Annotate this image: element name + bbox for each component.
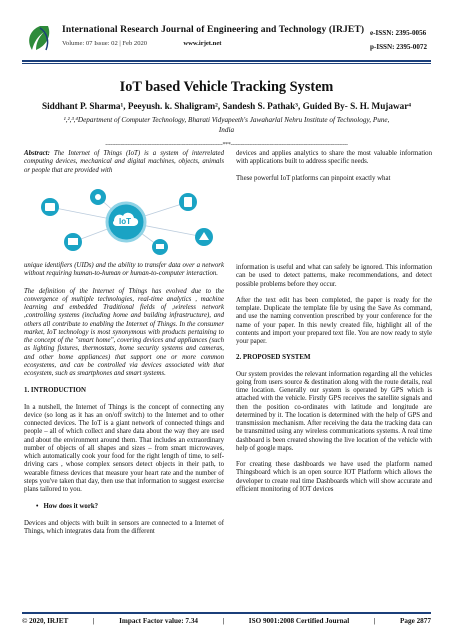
- right-para-4: After the text edit has been completed, the paper is ready for the template. Duplicate the template file by using the Save As command, and use the naming convention prescribed by your conference for the name of your paper. In this newly created file, highlight all of the contents and import your prepared text file. You are now ready to style your paper.: [236, 296, 432, 345]
- right-para-1: devices and applies analytics to share the most valuable information with applications built to address specific needs.: [236, 150, 432, 166]
- abstract-para: [24, 150, 224, 175]
- intro-heading: 1. INTRODUCTION: [24, 387, 87, 395]
- left-column-top: [24, 150, 224, 175]
- p-issn: p-ISSN: 2395-0072: [370, 43, 427, 51]
- right-para-3: information is useful and what can safely be ignored. This information can be used to detect patterns, make recommendations, and detect possible problems before they occur.: [236, 264, 432, 288]
- paper-affiliation: ¹,²,³,⁴Department of Computer Technology, Bharati Vidyapeeth's Jawaharlal Nehru Institute of Technology, Pune, India: [63, 116, 390, 134]
- volume-text: Volume: 07 Issue: 02 | Feb 2020: [62, 40, 148, 47]
- header-rule: [22, 60, 431, 62]
- paper-authors: Siddhant P. Sharma¹, Peeyush. k. Shaligram², Sandesh S. Pathak³, Guided By- S. H. Mujawar⁴: [41, 101, 412, 111]
- footer-divider: |: [373, 617, 376, 625]
- footer-divider: |: [92, 617, 95, 625]
- irjet-logo: [22, 22, 58, 54]
- paper-title: IoT based Vehicle Tracking System: [119, 79, 334, 95]
- footer-rule: [22, 612, 431, 614]
- right-para-6: For creating these dashboards we have used the platform named Thingsboard which is an open source IOT Platform which allows the developer to create real time Dashboards which will show accurate and efficient monitoring of IOT devices: [236, 461, 432, 493]
- journal-volume: [62, 40, 221, 47]
- bullet-text: How does it work?: [43, 503, 99, 511]
- footer-page: Page 2877: [400, 617, 431, 625]
- header-rule-thin: [22, 63, 431, 64]
- abstract-label: Abstract:: [24, 150, 50, 157]
- iot-illustration: [28, 187, 224, 257]
- footer-copyright: © 2020, IRJET: [22, 617, 69, 625]
- right-column-top: [236, 150, 432, 183]
- footer-impact: Impact Factor value: 7.34: [119, 617, 199, 625]
- journal-website: www.irjet.net: [183, 40, 222, 47]
- right-column-body: [236, 264, 432, 494]
- intro-text: In a nutshell, the Internet of Things is the concept of connecting any device (so long as it has an on/off switch) to the Internet and to other connected devices. The IoT is a giant network of connected things and people – all of which collect and share data about the way they are used and about the environment around them. That includes an extraordinary number of objects of all shapes and sizes – from smart microwaves, which automatically cook your food for the right length of time, to self-driving cars , whose complex sensors detect objects in their path, to wearable fitness devices that measure your heart rate and the number of steps you've taken that day, then use that information to suggest exercise plans tailored to you.: [24, 403, 224, 493]
- journal-name: International Research Journal of Engineering and Technology (IRJET): [62, 24, 365, 35]
- right-para-2: These powerful IoT platforms can pinpoint exactly what: [236, 174, 391, 182]
- proposed-system-heading: 2. PROPOSED SYSTEM: [236, 354, 311, 362]
- right-para-5: Our system provides the relevant information regarding all the vehicles going from users source & destination along with the route details, real time location. Generally our system is operated by GPS which is attached with the vehicle. Firstly GPS receives the satellite signals and then the position co-ordinates with latitude and longitude are determined by it. The location is determined with the help of GPS and transmission mechanism. After receiving the data the tracking data can be transmitted using any wireless communications systems. A real time dashboard is been created showing the live location of the vehicle with help of google maps.: [236, 370, 432, 452]
- page-footer: [22, 617, 431, 625]
- footer-iso: ISO 9001:2008 Certified Journal: [248, 617, 350, 625]
- issn-block: [370, 26, 427, 54]
- abstract-definition: The definition of the Internet of Things has evolved due to the convergence of multiple technologies, real-time analytics , machine learning and embedded Traditional fields of ,wireless network ,controlling systems (including home and building infrastructure), and others all contribute to enabling the Internet of Things. In the consumer market, IoT technology is most synonymous with products pertaining to the concept of the "smart home", covering devices and appliances (such as lighting fixtures, thermostats, home security systems and cameras, and other home appliances) that support one or more common ecosystems, and can be controlled via devices associated with that ecosystem, such as smartphones and smart systems.: [24, 287, 224, 377]
- work-text: Devices and objects with built in sensors are connected to a Internet of Things, which integrates data from the different: [24, 519, 224, 535]
- section-separator: ---------------------------------------------------------------------***---------------------------------------------------------------------: [105, 142, 348, 148]
- iot-figure-label: IoT: [119, 217, 131, 226]
- abstract-continued: unique identifiers (UIDs) and the ability to transfer data over a network without requiring human-to-human or human-to-computer interaction.: [24, 262, 224, 278]
- bullet-how-it-works: • How does it work?: [36, 503, 99, 511]
- abstract-text: The Internet of Things (IoT) is a system of interrelated computing devices, mechanical and digital machines, objects, animals or people that are provided with: [24, 150, 224, 174]
- left-column-body: [24, 262, 224, 536]
- e-issn: e-ISSN: 2395-0056: [370, 29, 427, 37]
- footer-divider: |: [222, 617, 225, 625]
